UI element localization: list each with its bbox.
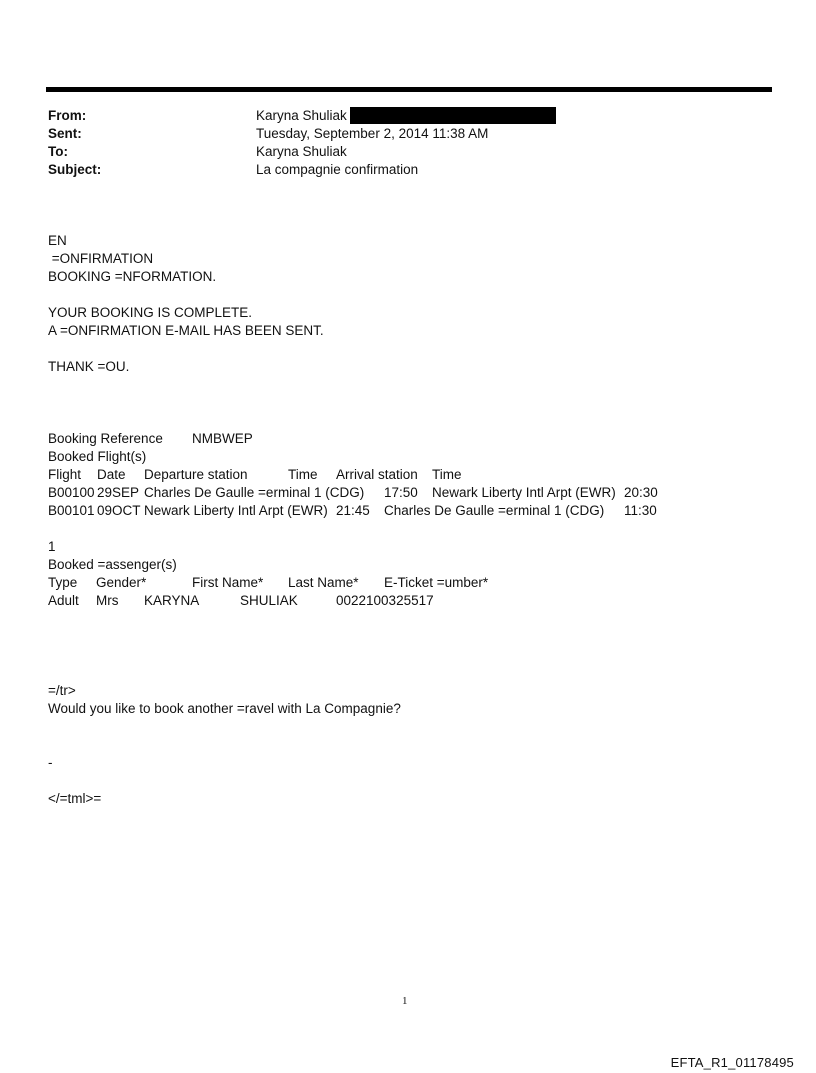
flight-cell: B00100 [48, 485, 95, 500]
body-line-thanks: THANK =OU. [48, 359, 130, 374]
from-label: From: [48, 108, 87, 123]
flight-col-header: Date [97, 467, 126, 482]
flight-col-header: Time [288, 467, 318, 482]
passenger-col-header: Type [48, 575, 78, 590]
sent-row [48, 125, 748, 143]
to-row [48, 143, 748, 161]
flight-col-header: Departure station [144, 467, 248, 482]
from-row [48, 107, 748, 125]
body-line-dash: - [48, 755, 53, 770]
flight-cell: 11:30 [624, 503, 657, 518]
flight-cell: 29SEP [97, 485, 140, 500]
header-rule [46, 87, 772, 92]
bates-number: EFTA_R1_01178495 [670, 1055, 794, 1070]
passenger-col-header: Gender* [96, 575, 147, 590]
sent-label: Sent: [48, 126, 82, 141]
booking-reference-label: Booking Reference [48, 431, 163, 446]
body-line-complete: YOUR BOOKING IS COMPLETE. [48, 305, 253, 320]
booked-flights-label: Booked Flight(s) [48, 449, 147, 464]
flight-cell: 17:50 [384, 485, 418, 500]
body-line-tr: =/tr> [48, 683, 76, 698]
body-line-book-another: Would you like to book another =ravel with La Compagnie? [48, 701, 401, 716]
passenger-cell: SHULIAK [240, 593, 298, 608]
body-line-en: EN [48, 233, 67, 248]
passenger-col-header: First Name* [192, 575, 264, 590]
passenger-count: 1 [48, 539, 56, 554]
passenger-col-header: E-Ticket =umber* [384, 575, 489, 590]
passenger-col-header: Last Name* [288, 575, 359, 590]
subject-label: Subject: [48, 162, 102, 177]
flight-col-header: Arrival station [336, 467, 418, 482]
flight-cell: Charles De Gaulle =erminal 1 (CDG) [144, 485, 365, 500]
to-value: Karyna Shuliak [256, 144, 347, 159]
from-name: Karyna Shuliak [256, 108, 347, 123]
booking-reference-value: NMBWEP [192, 431, 253, 446]
booked-passengers-label: Booked =assenger(s) [48, 557, 177, 572]
body-line-html-end: </=tml>= [48, 791, 102, 806]
flight-cell: Newark Liberty Intl Arpt (EWR) [144, 503, 328, 518]
body-line-email-sent: A =ONFIRMATION E-MAIL HAS BEEN SENT. [48, 323, 324, 338]
flight-col-header: Flight [48, 467, 82, 482]
passenger-cell: KARYNA [144, 593, 200, 608]
redaction-block [350, 107, 556, 124]
flight-cell: 09OCT [97, 503, 141, 518]
from-value [256, 107, 556, 125]
flight-col-header: Time [432, 467, 462, 482]
subject-row [48, 161, 748, 179]
passenger-cell: Adult [48, 593, 79, 608]
to-label: To: [48, 144, 68, 159]
flight-cell: B00101 [48, 503, 95, 518]
body-line-booking-info: BOOKING =NFORMATION. [48, 269, 217, 284]
flight-cell: Newark Liberty Intl Arpt (EWR) [432, 485, 616, 500]
passenger-cell: Mrs [96, 593, 119, 608]
subject-value: La compagnie confirmation [256, 162, 419, 177]
sent-value: Tuesday, September 2, 2014 11:38 AM [256, 126, 489, 141]
flight-cell: 20:30 [624, 485, 658, 500]
flight-cell: Charles De Gaulle =erminal 1 (CDG) [384, 503, 605, 518]
passenger-cell: 0022100325517 [336, 593, 434, 608]
page-number: 1 [402, 995, 408, 1007]
flight-cell: 21:45 [336, 503, 370, 518]
body-line-confirmation: =ONFIRMATION [48, 251, 154, 266]
